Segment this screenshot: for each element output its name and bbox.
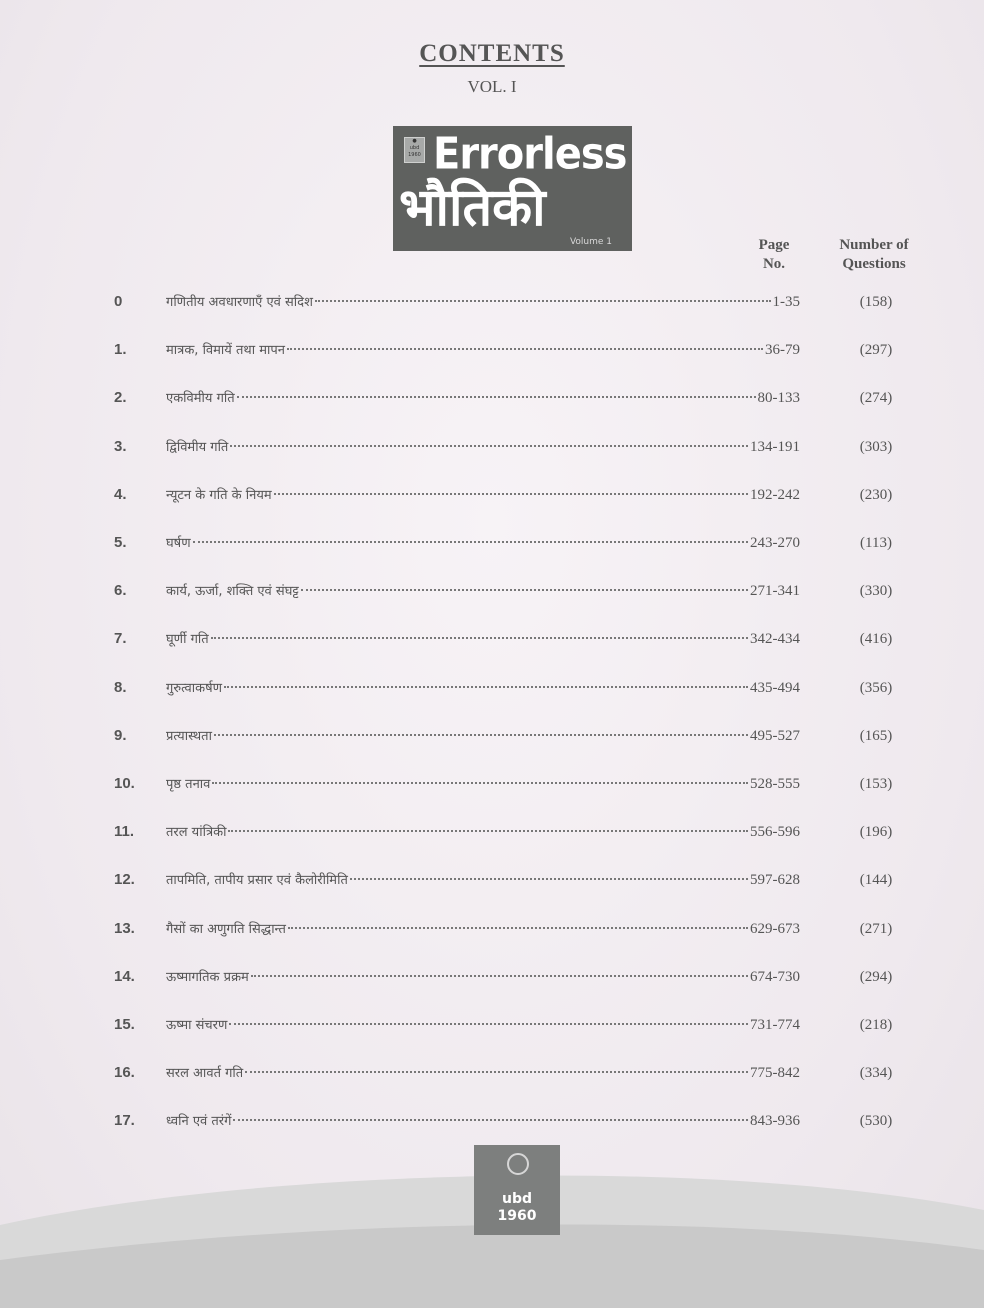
dot-leader bbox=[193, 541, 748, 543]
chapter-title-line bbox=[166, 432, 800, 463]
chapter-number: 4. bbox=[114, 485, 127, 503]
chapter-title: गणितीय अवधारणाएँ एवं सदिश bbox=[166, 295, 313, 310]
page-range: 271-341 bbox=[750, 583, 800, 600]
dot-leader bbox=[228, 830, 748, 832]
toc-row[interactable] bbox=[0, 287, 984, 317]
toc-row[interactable] bbox=[0, 673, 984, 703]
chapter-title-line bbox=[166, 528, 800, 559]
dot-leader bbox=[212, 782, 748, 784]
dot-leader bbox=[230, 445, 748, 447]
dot-leader bbox=[274, 493, 748, 495]
dot-leader bbox=[224, 686, 748, 688]
chapter-title: द्विविमीय गति bbox=[166, 439, 229, 455]
toc-row[interactable] bbox=[0, 383, 984, 413]
chapter-number: 11. bbox=[114, 823, 135, 841]
chapter-title: घर्षण bbox=[166, 536, 191, 551]
chapter-title: गुरुत्वाकर्षण bbox=[166, 680, 223, 696]
book-logo bbox=[393, 126, 632, 251]
question-count: (303) bbox=[859, 438, 893, 455]
chapter-number: 6. bbox=[114, 582, 127, 600]
question-count: (271) bbox=[859, 920, 893, 937]
toc-row[interactable] bbox=[0, 817, 984, 847]
question-count: (165) bbox=[859, 727, 893, 744]
column-header-line: No. bbox=[762, 256, 786, 272]
question-count: (158) bbox=[859, 294, 893, 310]
chapter-number: 7. bbox=[114, 630, 127, 648]
chapter-title-line bbox=[166, 287, 800, 318]
chapter-title: प्रत्यास्थता bbox=[166, 728, 212, 744]
chapter-title-line bbox=[166, 480, 800, 511]
page-range: 495-527 bbox=[750, 727, 800, 744]
chapter-number: 9. bbox=[114, 726, 127, 744]
chapter-number: 17. bbox=[114, 1112, 135, 1130]
question-count: (153) bbox=[859, 776, 893, 792]
volume-label: VOL. I bbox=[467, 77, 517, 96]
chapter-title: मात्रक, विमायें तथा मापन bbox=[166, 343, 285, 359]
chapter-title: गैसों का अणुगति सिद्धान्त bbox=[166, 921, 286, 937]
question-count: (218) bbox=[859, 1017, 893, 1033]
column-header-line: Number of bbox=[839, 237, 909, 253]
page-range: 243-270 bbox=[750, 535, 800, 551]
page-range: 342-434 bbox=[750, 631, 800, 648]
question-count: (416) bbox=[859, 631, 893, 648]
chapter-number: 0 bbox=[114, 293, 123, 310]
chapter-title: घूर्णी गति bbox=[166, 632, 209, 648]
toc-row[interactable] bbox=[0, 914, 984, 944]
chapter-title-line bbox=[166, 673, 800, 704]
dot-leader bbox=[301, 589, 748, 591]
column-header-line: Page bbox=[758, 237, 790, 253]
question-count: (230) bbox=[859, 486, 893, 503]
chapter-title: सरल आवर्त गति bbox=[166, 1066, 244, 1082]
question-count: (196) bbox=[859, 824, 893, 841]
chapter-title: ऊष्मागतिक प्रक्रम bbox=[166, 969, 249, 985]
page-range: 192-242 bbox=[750, 486, 800, 503]
question-count: (334) bbox=[859, 1065, 893, 1082]
dot-leader bbox=[350, 878, 748, 880]
logo-title-hindi: भौतिकी bbox=[399, 178, 546, 238]
question-count: (530) bbox=[859, 1113, 893, 1130]
page-range: 36-79 bbox=[765, 342, 800, 359]
dot-leader bbox=[211, 637, 748, 639]
toc-row[interactable] bbox=[0, 769, 984, 799]
page-range: 134-191 bbox=[750, 438, 800, 455]
dot-leader bbox=[287, 348, 763, 350]
dot-leader bbox=[288, 927, 748, 929]
page-range: 731-774 bbox=[750, 1017, 800, 1033]
chapter-title: एकविमीय गति bbox=[166, 391, 235, 407]
chapter-title-line bbox=[166, 1058, 800, 1089]
chapter-title: तरल यांत्रिकी bbox=[166, 825, 227, 841]
column-header-line: Questions bbox=[842, 256, 906, 272]
column-header-questions bbox=[828, 236, 920, 274]
page-range: 674-730 bbox=[750, 968, 800, 985]
toc-row[interactable] bbox=[0, 432, 984, 462]
toc-row[interactable] bbox=[0, 624, 984, 654]
toc-row[interactable] bbox=[0, 721, 984, 751]
chapter-title: पृष्ठ तनाव bbox=[166, 777, 211, 792]
page-range: 843-936 bbox=[750, 1113, 800, 1130]
dot-leader bbox=[315, 300, 771, 302]
publisher-logo-line2: 1960 bbox=[497, 1208, 537, 1224]
publisher-mini-logo-icon: ● ubd 1960 bbox=[404, 137, 425, 163]
page-range: 1-35 bbox=[772, 294, 800, 310]
page-range: 528-555 bbox=[750, 776, 800, 792]
chapter-number: 2. bbox=[114, 389, 127, 407]
question-count: (356) bbox=[859, 679, 893, 696]
toc-row[interactable] bbox=[0, 1010, 984, 1040]
column-header-page-no bbox=[745, 236, 803, 274]
chapter-title-line bbox=[166, 865, 800, 896]
chapter-title-line bbox=[166, 721, 800, 752]
toc-row[interactable] bbox=[0, 576, 984, 606]
question-count: (144) bbox=[859, 872, 893, 889]
chapter-number: 16. bbox=[114, 1064, 135, 1082]
toc-row[interactable] bbox=[0, 1106, 984, 1136]
chapter-title: ऊष्मा संचरण bbox=[166, 1018, 228, 1033]
question-count: (113) bbox=[860, 535, 892, 551]
chapter-title-line bbox=[166, 769, 800, 800]
question-count: (274) bbox=[859, 390, 893, 407]
toc-row[interactable] bbox=[0, 865, 984, 895]
dot-leader bbox=[237, 396, 756, 398]
toc-row[interactable] bbox=[0, 1058, 984, 1088]
chapter-number: 5. bbox=[114, 534, 127, 551]
chapter-title-line bbox=[166, 962, 800, 993]
question-count: (297) bbox=[859, 342, 893, 359]
dot-leader bbox=[245, 1071, 748, 1073]
chapter-title-line bbox=[166, 335, 800, 366]
question-count: (330) bbox=[859, 583, 893, 600]
chapter-title-line bbox=[166, 1010, 800, 1041]
dot-leader bbox=[233, 1119, 748, 1121]
chapter-title-line bbox=[166, 576, 800, 607]
page-range: 597-628 bbox=[750, 872, 800, 889]
publisher-logo-line1: ubd bbox=[501, 1191, 532, 1207]
page-range: 556-596 bbox=[750, 824, 800, 841]
globe-icon bbox=[507, 1153, 529, 1175]
logo-volume-label: Volume 1 bbox=[569, 237, 612, 247]
chapter-title: न्यूटन के गति के नियम bbox=[166, 487, 272, 503]
page-range: 80-133 bbox=[757, 390, 800, 407]
chapter-title-line bbox=[166, 1106, 800, 1137]
toc-row[interactable] bbox=[0, 335, 984, 365]
chapter-title: ध्वनि एवं तरंगें bbox=[166, 1114, 232, 1130]
chapter-title-line bbox=[166, 624, 800, 655]
chapter-number: 14. bbox=[114, 967, 135, 985]
chapter-number: 10. bbox=[114, 775, 135, 792]
question-count: (294) bbox=[859, 968, 893, 985]
chapter-title-line bbox=[166, 817, 800, 848]
dot-leader bbox=[251, 975, 748, 977]
page-range: 775-842 bbox=[750, 1065, 800, 1082]
dot-leader bbox=[214, 734, 748, 736]
chapter-number: 13. bbox=[114, 919, 135, 937]
page-range: 629-673 bbox=[750, 920, 800, 937]
dot-leader bbox=[229, 1023, 748, 1025]
chapter-number: 1. bbox=[114, 341, 127, 359]
chapter-title-line bbox=[166, 383, 800, 414]
logo-title-english: Errorless bbox=[433, 129, 627, 180]
chapter-number: 12. bbox=[114, 871, 135, 889]
chapter-number: 15. bbox=[114, 1016, 135, 1033]
publisher-logo bbox=[474, 1145, 560, 1235]
page-range: 435-494 bbox=[750, 679, 800, 696]
toc-row[interactable] bbox=[0, 528, 984, 558]
chapter-title: तापमिति, तापीय प्रसार एवं कैलोरीमिति bbox=[166, 873, 348, 889]
toc-row[interactable] bbox=[0, 480, 984, 510]
toc-row[interactable] bbox=[0, 962, 984, 992]
page-title: CONTENTS bbox=[419, 40, 565, 67]
chapter-title: कार्य, ऊर्जा, शक्ति एवं संघट्ट bbox=[166, 584, 299, 600]
chapter-number: 3. bbox=[114, 437, 127, 455]
chapter-number: 8. bbox=[114, 678, 127, 696]
chapter-title-line bbox=[166, 914, 800, 945]
